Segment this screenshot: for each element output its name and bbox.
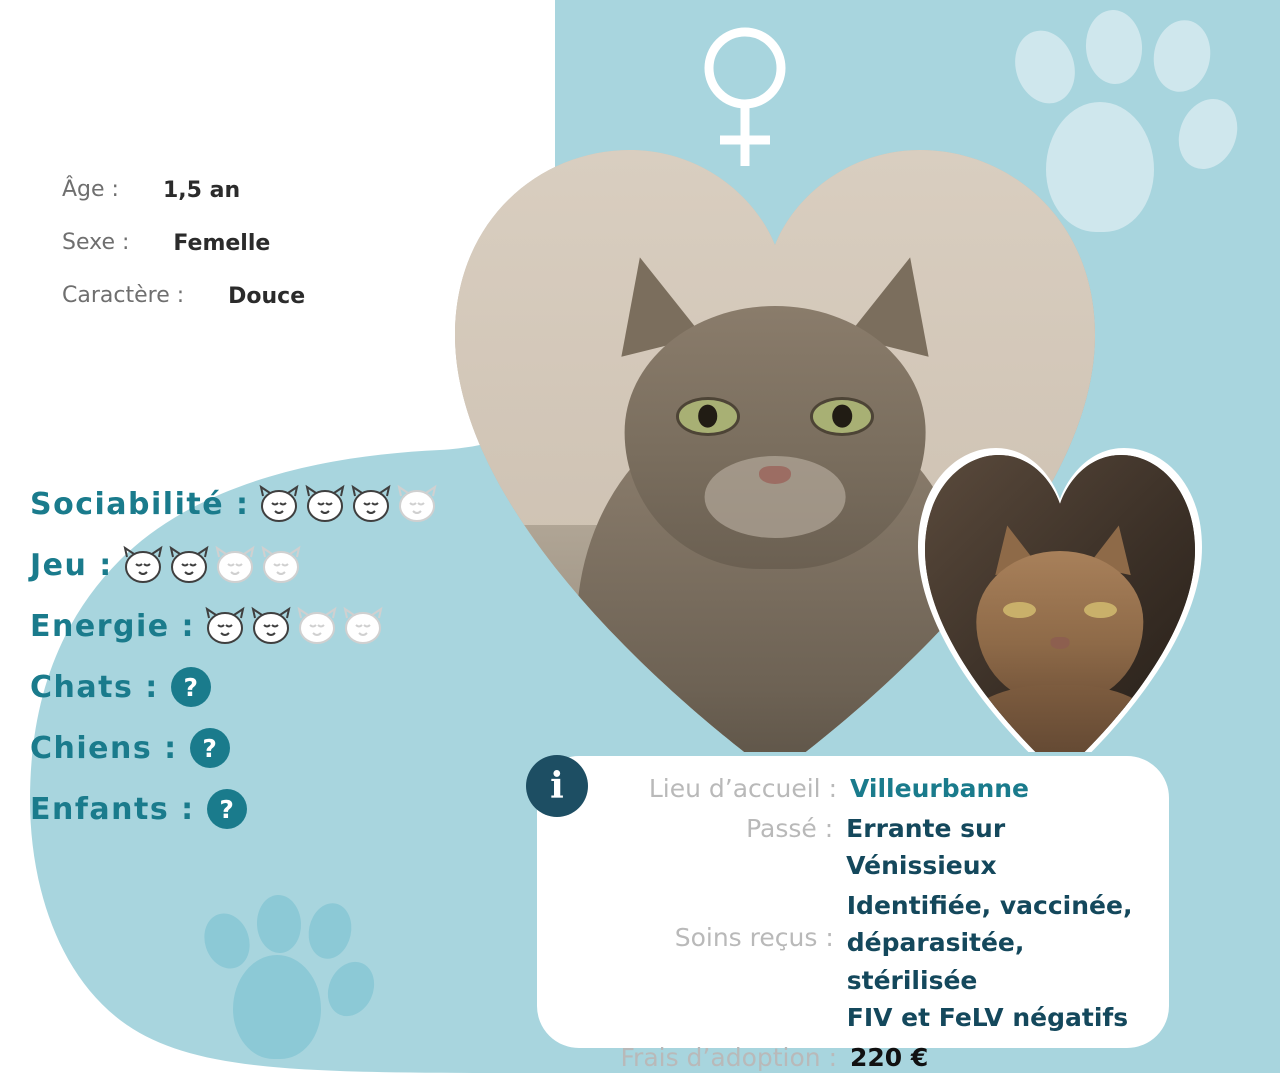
cat-face-icon-empty (213, 545, 257, 585)
info-row-fee (560, 1039, 1160, 1073)
paw-print-bottom-icon (205, 895, 380, 1065)
info-value-fee: 220 € (850, 1042, 929, 1072)
info-value-past: Errante sur Vénissieux (846, 813, 1006, 880)
info-value-care-line-2: déparasitée, stérilisée (846, 928, 1025, 995)
cat-face-icon (121, 545, 165, 585)
unknown-badge-children: ? (207, 789, 247, 829)
info-row-care (560, 887, 1160, 1037)
info-key-care: Soins reçus : (674, 922, 834, 952)
rating-label-play: Jeu : (30, 547, 113, 583)
rating-faces-sociability (257, 484, 441, 524)
info-key-past: Passé : (746, 813, 834, 843)
info-row-location (560, 770, 1160, 808)
rating-faces-play (121, 545, 305, 585)
rating-row-children (30, 785, 500, 833)
info-key-fee: Frais d’adoption : (620, 1042, 837, 1072)
cat-face-icon (167, 545, 211, 585)
rating-row-sociability (30, 480, 500, 528)
rating-row-dogs (30, 724, 500, 772)
info-row-past (560, 810, 1160, 885)
attribute-value-age: 1,5 an (162, 178, 241, 203)
rating-label-children: Enfants : (30, 791, 195, 827)
attribute-value-character: Douce (228, 284, 306, 309)
unknown-badge-cats: ? (171, 667, 211, 707)
cat-face-icon-empty (341, 606, 385, 646)
unknown-badge-dogs: ? (190, 728, 230, 768)
attribute-value-sex: Femelle (173, 231, 271, 256)
rating-row-energy (30, 602, 500, 650)
info-value-care-line-1: Identifiée, vaccinée, (846, 890, 1133, 920)
cat-face-icon-empty (295, 606, 339, 646)
attribute-row-sex (46, 223, 466, 264)
female-symbol-icon (700, 20, 790, 170)
ratings-list (30, 480, 500, 846)
attribute-label-age: Âge : (46, 170, 135, 211)
cat-face-icon-empty (259, 545, 303, 585)
info-rows (560, 770, 1160, 1073)
attribute-label-sex: Sexe : (46, 223, 145, 264)
rating-row-cats (30, 663, 500, 711)
info-value-care-line-3: FIV et FeLV négatifs (846, 1003, 1129, 1032)
info-icon: i (526, 755, 588, 817)
attribute-row-character (46, 276, 466, 317)
rating-label-energy: Energie : (30, 608, 196, 644)
cat-face-icon (257, 484, 301, 524)
cat-face-icon (303, 484, 347, 524)
pet-name-title: Olive (44, 15, 341, 132)
rating-faces-energy (203, 606, 387, 646)
info-value-care (847, 887, 1160, 1037)
info-key-location: Lieu d’accueil : (648, 774, 837, 803)
attribute-row-age (46, 170, 466, 211)
rating-label-dogs: Chiens : (30, 730, 178, 766)
cat-face-icon (349, 484, 393, 524)
info-value-location: Villeurbanne (850, 774, 1030, 803)
cat-face-icon (203, 606, 247, 646)
rating-label-sociability: Sociabilité : (30, 486, 250, 522)
attribute-list (46, 170, 466, 329)
rating-row-play (30, 541, 500, 589)
cat-face-icon (249, 606, 293, 646)
attribute-label-character: Caractère : (46, 276, 200, 317)
cat-face-icon-empty (395, 484, 439, 524)
rating-label-cats: Chats : (30, 669, 159, 705)
